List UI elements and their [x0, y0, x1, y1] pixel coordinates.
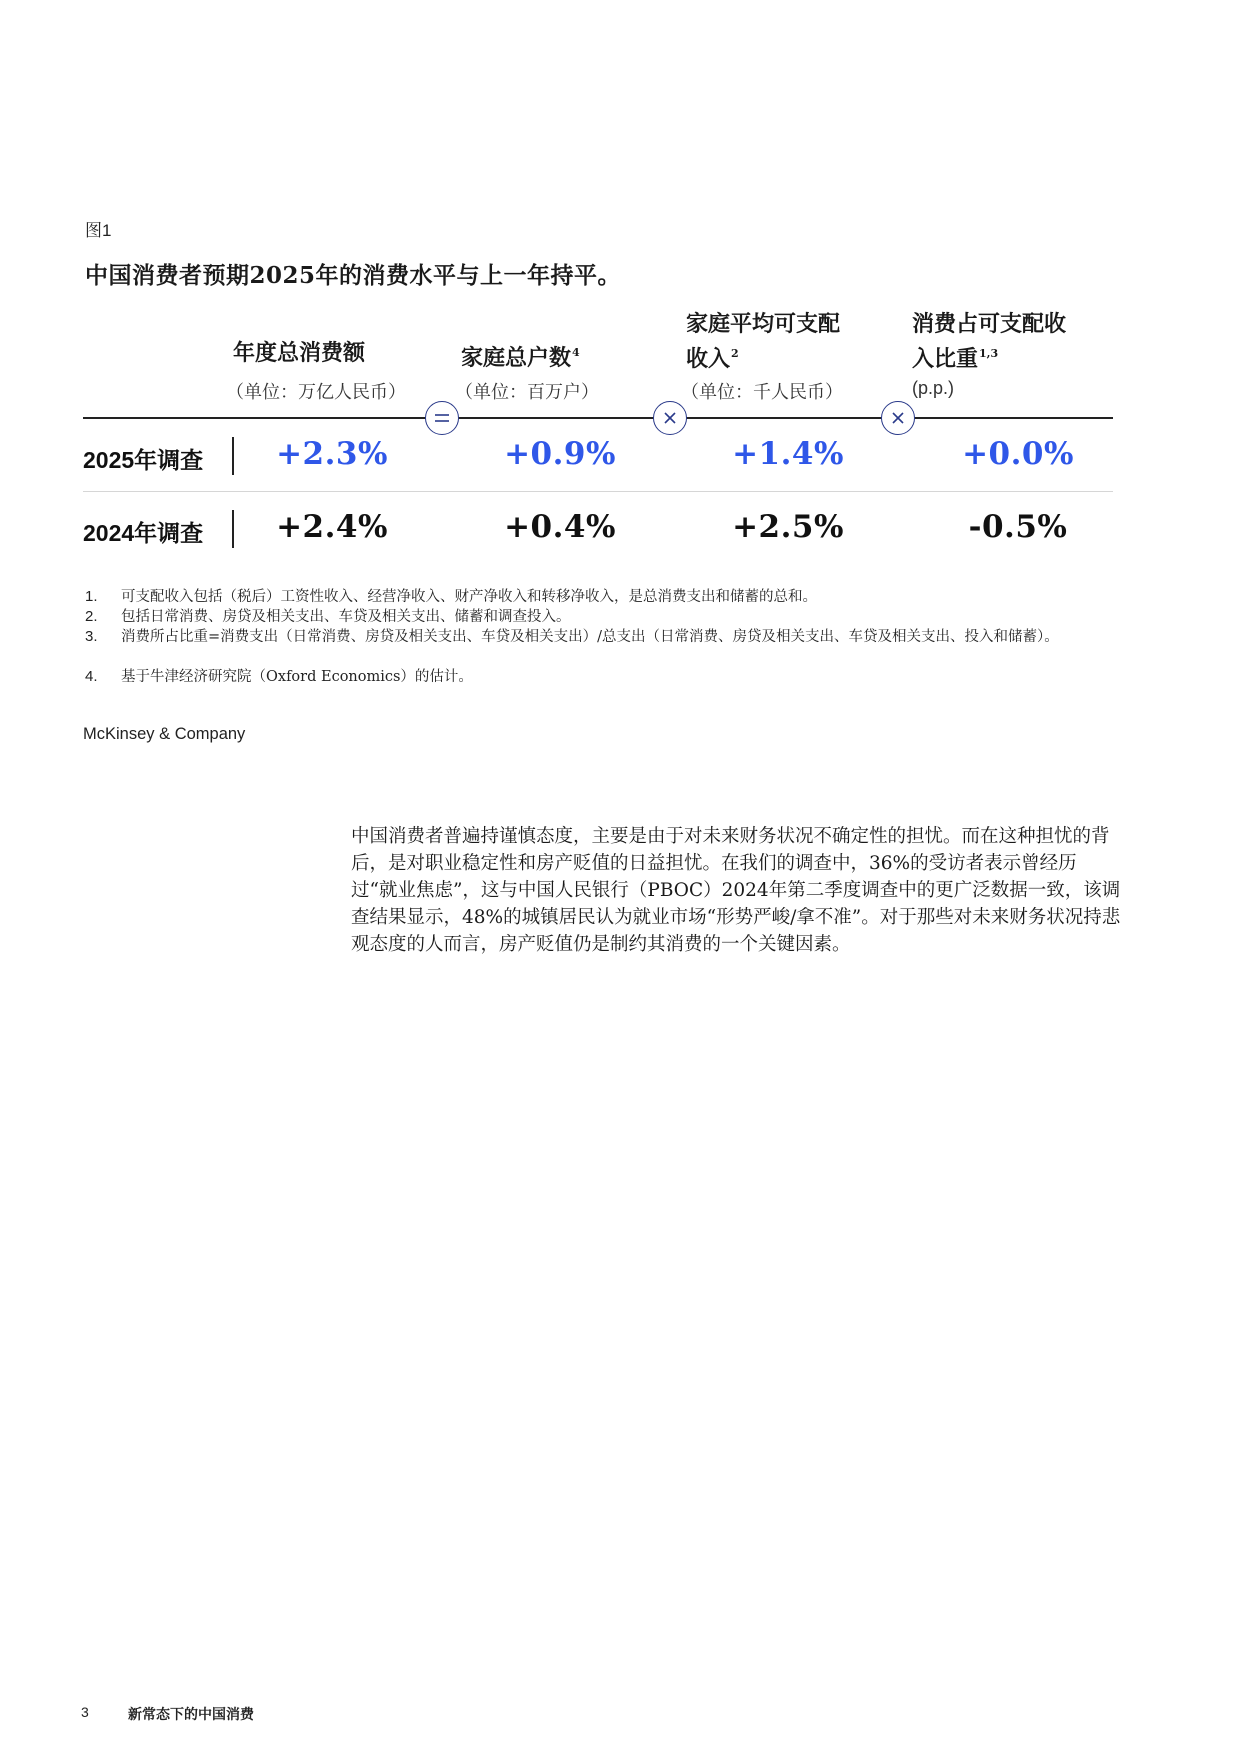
- page-number: 3: [81, 1704, 89, 1720]
- column-title: 家庭平均可支配: [686, 311, 841, 337]
- equals-icon: [425, 401, 459, 435]
- figure-label: 图1: [85, 221, 112, 240]
- column-title: 家庭总户数: [461, 345, 572, 371]
- footnote-3: [85, 627, 1115, 667]
- value-2024-total-consumption: +2.4%: [276, 509, 388, 545]
- footnote-2: [85, 607, 1115, 627]
- column-header-total-consumption: [233, 338, 443, 368]
- row-label-2025: 2025年调查: [83, 447, 204, 473]
- footnote-text: 消费所占比重=消费支出（日常消费、房贷及相关支出、车贷及相关支出）/总支出（日常消费、房贷及相关支出、车贷及相关支出、投入和储蓄）。: [121, 629, 1059, 645]
- column-unit: （单位：百万户）: [455, 382, 599, 403]
- footnote-4: [85, 667, 1115, 687]
- multiply-icon: [881, 401, 915, 435]
- column-unit: (p.p.): [912, 378, 955, 398]
- value-2024-households: +0.4%: [504, 509, 616, 545]
- footnote-number: 3.: [85, 628, 98, 645]
- body-paragraph: 中国消费者普遍持谨慎态度，主要是由于对未来财务状况不确定性的担忧。而在这种担忧的背后，是对职业稳定性和房产贬值的日益担忧。在我们的调查中，36%的受访者表示曾经历过“就业焦虑”，这与中国人民银行（PBOC）2024年第二季度调查中的更广泛数据一致，该调查结果显示，48%的城镇居民认为就业市场“形势严峻/拿不准”。对于那些对未来财务状况持悲观态度的人而言，房产贬值仍是制约其消费的一个关键因素。: [351, 826, 1121, 955]
- column-header-disposable-income: [686, 309, 896, 374]
- running-title: 新常态下的中国消费: [128, 1707, 254, 1723]
- value-2024-consumption-share: -0.5%: [968, 509, 1068, 545]
- value-2025-consumption-share: +0.0%: [962, 436, 1074, 472]
- header-rule: [83, 417, 1113, 419]
- value-2025-total-consumption: +2.3%: [276, 436, 388, 472]
- multiply-icon: [653, 401, 687, 435]
- figure-title: 中国消费者预期2025年的消费水平与上一年持平。: [85, 262, 622, 289]
- footnote-number: 1.: [85, 588, 98, 605]
- column-title-line2: 收入: [686, 346, 731, 372]
- footnote-text: 可支配收入包括（税后）工资性收入、经营净收入、财产净收入和转移净收入，是总消费支出和储蓄的总和。: [121, 589, 817, 605]
- footnote-ref: 1,3: [979, 347, 999, 360]
- footnote-1: [85, 587, 1115, 607]
- column-header-households: [461, 338, 671, 373]
- column-title: 年度总消费额: [233, 340, 366, 366]
- column-unit: （单位：万亿人民币）: [226, 382, 406, 403]
- value-2025-households: +0.9%: [504, 436, 616, 472]
- footnote-number: 4.: [85, 668, 98, 685]
- row-separator: [83, 491, 1113, 492]
- column-title-line2: 入比重: [912, 346, 979, 372]
- footnote-text: 包括日常消费、房贷及相关支出、车贷及相关支出、储蓄和调查投入。: [121, 609, 571, 625]
- column-unit: （单位：千人民币）: [681, 382, 843, 403]
- footnote-number: 2.: [85, 608, 98, 625]
- value-2025-disposable-income: +1.4%: [732, 436, 844, 472]
- row-label-2024: 2024年调查: [83, 520, 204, 546]
- footnote-ref: 4: [572, 346, 580, 359]
- column-title: 消费占可支配收: [912, 311, 1067, 337]
- footnote-ref: 2: [731, 347, 739, 360]
- source-credit: McKinsey & Company: [83, 725, 246, 743]
- column-header-consumption-share: [912, 309, 1122, 374]
- value-2024-disposable-income: +2.5%: [732, 509, 844, 545]
- footnote-text: 基于牛津经济研究院（Oxford Economics）的估计。: [121, 669, 473, 685]
